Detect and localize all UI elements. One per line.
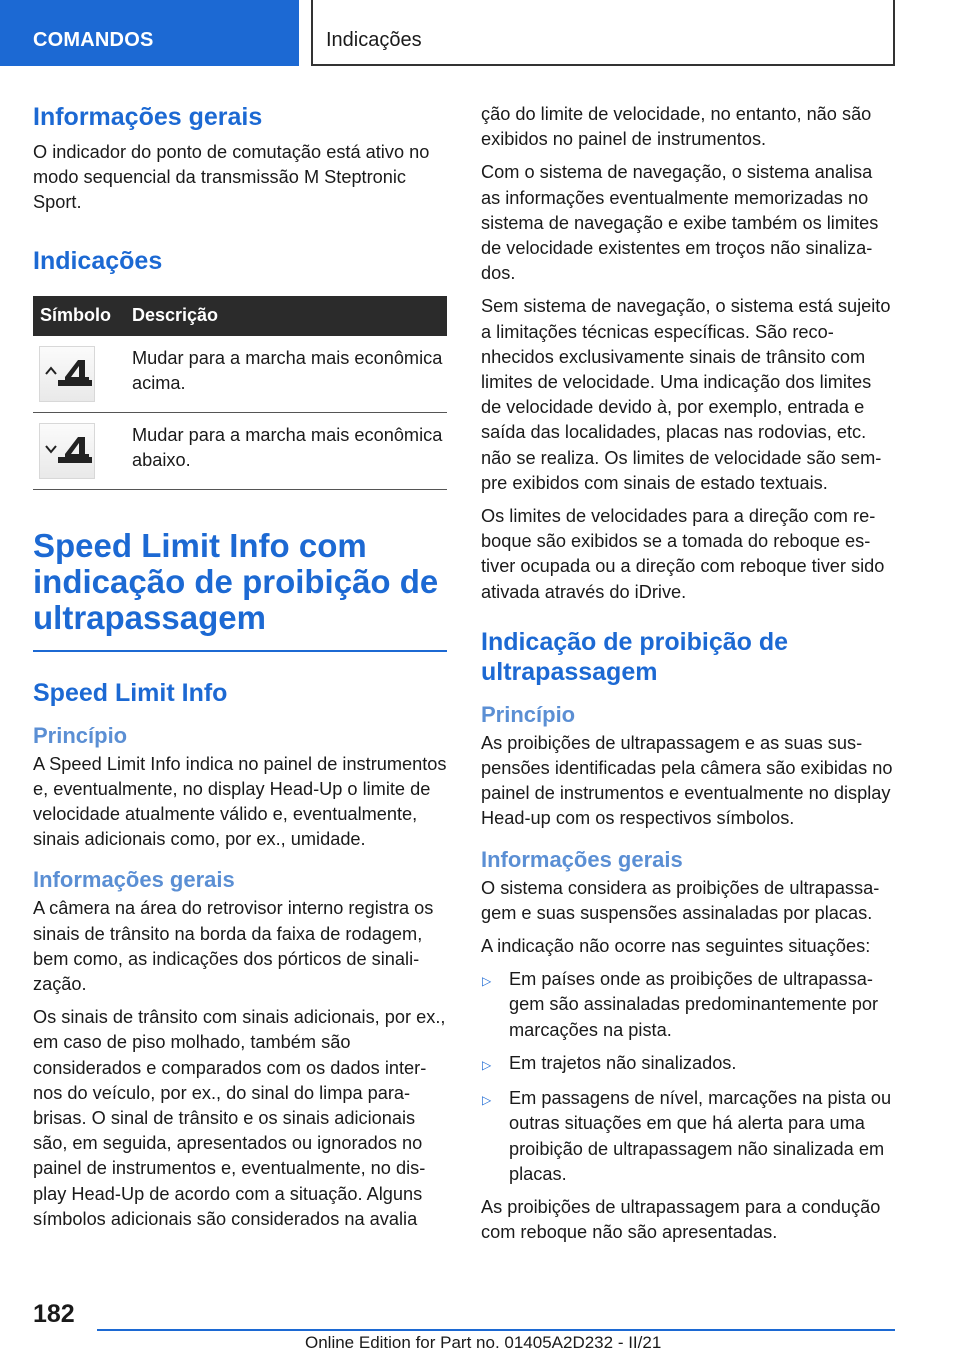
table-header [33, 296, 447, 336]
table-header-description: Descrição [132, 305, 219, 326]
chapter-tab [311, 0, 895, 66]
paragraph-trailer: Os limites de velocidades para a direção com reboque são exibidos se a tomada do reboque estiver ocupada ou a direção com reboque tiver sido ativada através do iDrive. [481, 506, 885, 602]
paragraph-system-considers: O sistema considera as proibições de ultrapassagem e suas suspensões assinaladas por placas. [481, 877, 880, 923]
page-number: 182 [33, 1300, 75, 1328]
paragraph-situations: A indicação não ocorre nas seguintes situações: [481, 936, 871, 957]
symbol-table [33, 296, 447, 490]
list-item: ▷ Em países onde as proibições de ultrapassagem são assinaladas predominantemente por marcações na pista. [481, 967, 895, 1043]
heading-general-info-3: Informações gerais [481, 846, 683, 872]
bullet-triangle-icon: ▷ [482, 1057, 492, 1072]
heading-general-info: Informações gerais [33, 103, 263, 131]
paragraph-continued: ção do limite de velocidade, no entanto, não são exibidos no painel de instrumentos. [481, 104, 872, 150]
heading-speed-limit-info: Speed Limit Info [33, 678, 228, 707]
paragraph-principle: A Speed Limit Info indica no painel de instrumentos e, eventualmente, no display Head-Up o limite de velocidade atualmente válido e, eventualmente, sinais adicionais como, por ex., umidade. [33, 753, 447, 850]
table-header-symbol: Símbolo [40, 305, 111, 326]
table-row [33, 413, 447, 490]
table-cell-description: Mudar para a marcha mais econômica acima. [132, 347, 443, 393]
table-cell-description: Mudar para a marcha mais econômica abaixo. [132, 424, 443, 470]
list-item: ▷ Em trajetos não sinalizados. [481, 1051, 895, 1078]
chapter-title: Indicações [326, 29, 422, 51]
paragraph-additional-signs: Os sinais de trânsito com sinais adicionais, por ex., em caso de piso molhado, também são considerados e comparados com os dados internos do veículo, por ex., do sinal do limpa para-brisas. O sinal de trânsito e os sinais adicionais são, em seguida, apresentados ou ignorados no painel de instrumentos e, eventualmente, no display Head-Up de acordo com a situação. Alguns símbolos adicionais são considerados na avalia [33, 1007, 446, 1229]
table-row [33, 336, 447, 413]
footer-rule [97, 1329, 895, 1331]
main-heading: Speed Limit Info com indicação de proibição de ultrapassagem [33, 528, 447, 652]
right-column [481, 102, 895, 1253]
paragraph-no-navigation: Sem sistema de navegação, o sistema está sujeito a limitações técnicas específicas. São reconhecidos exclusivamente sinais de trânsito com limites de velocidade. Uma indicação dos limites de velocidade devido à, por exemplo, entrada e saída das localidades, placas nas rodovias, etc. não se realiza. Os limites de velocidade são sempre exibidos com sinais de estado textuais. [481, 296, 891, 493]
bullet-triangle-icon: ▷ [482, 1093, 492, 1108]
section-title: COMANDOS [33, 29, 154, 51]
paragraph-camera: A câmera na área do retrovisor interno registra os sinais de trânsito na borda da faixa de rodagem, bem como, as indicações dos pórticos de sinalização. [33, 898, 434, 995]
paragraph-navigation: Com o sistema de navegação, o sistema analisa as informações eventualmente memorizadas no sistema de navegação e exibe também os limites de velocidade existentes em troços não sinalizados. [481, 162, 879, 284]
bullet-triangle-icon: ▷ [482, 974, 492, 989]
heading-general-info-2: Informações gerais [33, 867, 235, 893]
left-column [33, 102, 447, 1240]
heading-no-passing: Indicação de proibição de ultrapassagem [481, 627, 789, 686]
shift-up-4-icon [39, 346, 95, 402]
section-tab [0, 0, 299, 66]
paragraph-general-info: O indicador do ponto de comutação está ativo no modo sequencial da transmissão M Steptronic Sport. [33, 142, 430, 213]
shift-down-4-icon [39, 423, 95, 479]
heading-indications: Indicações [33, 246, 163, 275]
heading-principle: Princípio [33, 722, 128, 748]
list-item: ▷ Em passagens de nível, marcações na pista ou outras situações em que há alerta para uma proibição de ultrapassagem não sinalizada em placas. [481, 1086, 895, 1187]
heading-principle-2: Princípio [481, 701, 576, 727]
paragraph-trailer-no-passing: As proibições de ultrapassagem para a condução com reboque não são apresentadas. [481, 1196, 881, 1243]
paragraph-principle-2: As proibições de ultrapassagem e as suas suspensões identificadas pela câmera são exibidas no painel de instrumentos e eventualmente no display Head-up com os respectivos símbolos. [481, 732, 893, 829]
footer-edition: Online Edition for Part no. 01405A2D232 - II/21 [305, 1333, 662, 1352]
